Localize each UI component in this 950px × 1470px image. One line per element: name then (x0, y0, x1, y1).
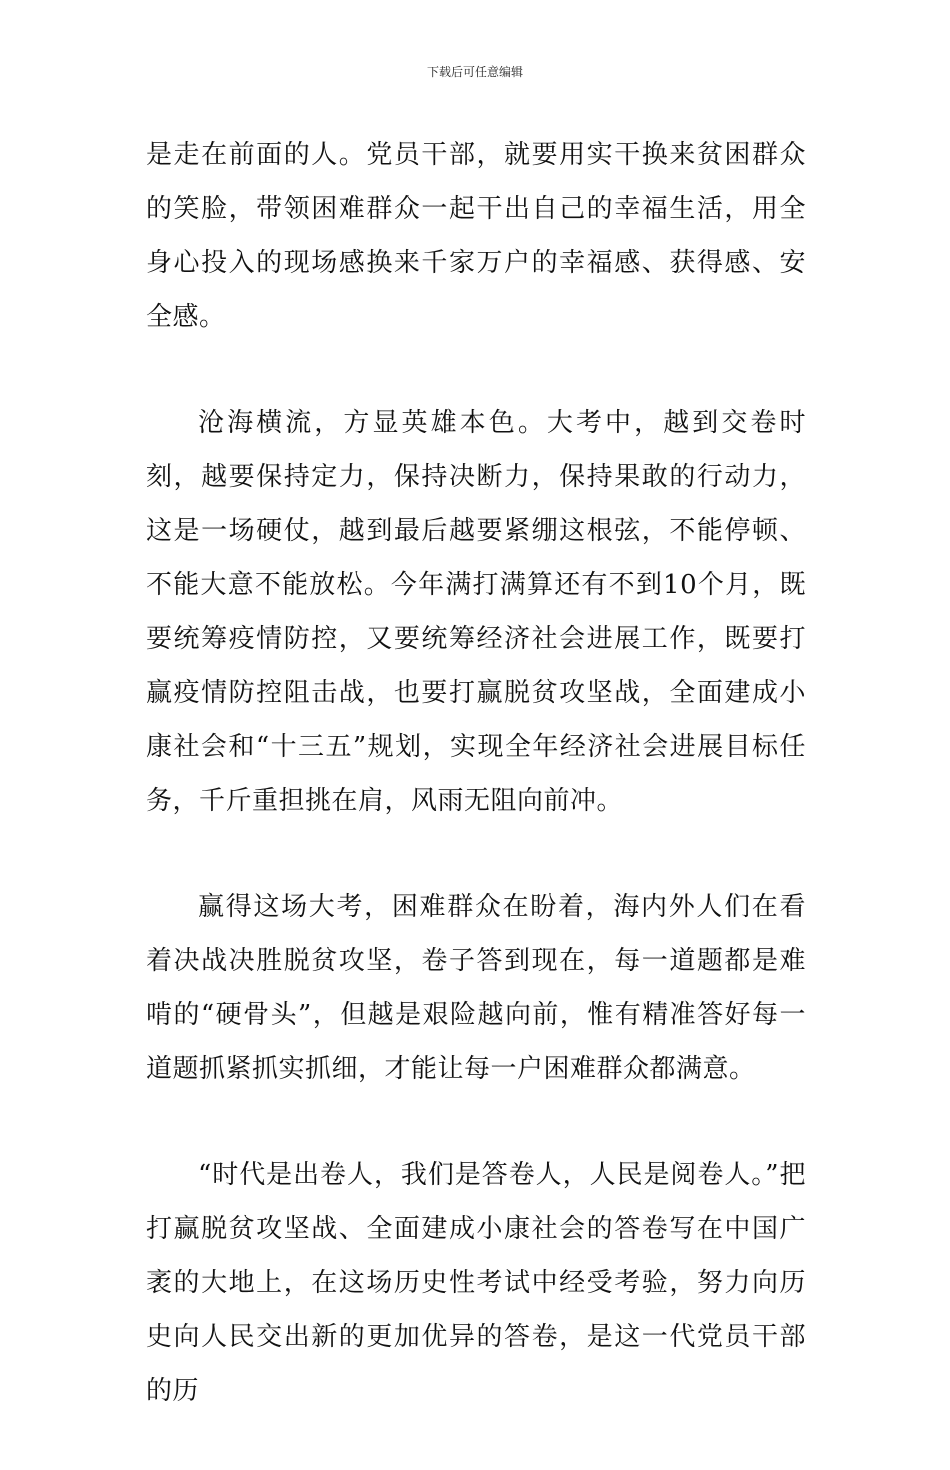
paragraph-1: 是走在前面的人。党员干部，就要用实干换来贫困群众的笑脸，带领困难群众一起干出自己的幸福生活，用全身心投入的现场感换来千家万户的幸福感、获得感、安全感。 (146, 140, 806, 332)
paragraph-4: “时代是出卷人，我们是答卷人，人民是阅卷人。”把打赢脱贫攻坚战、全面建成小康社会的答卷写在中国广袤的大地上，在这场历史性考试中经受考验，努力向历史向人民交出新的更加优异的答卷，是这一代党员干部的历 (146, 1160, 806, 1406)
paragraph-2: 沧海横流，方显英雄本色。大考中，越到交卷时刻，越要保持定力，保持决断力，保持果敢的行动力，这是一场硬仗，越到最后越要紧绷这根弦，不能停顿、不能大意不能放松。今年满打满算还有不到10个月，既要统筹疫情防控，又要统筹经济社会进展工作，既要打赢疫情防控阻击战，也要打赢脱贫攻坚战，全面建成小康社会和“十三五”规划，实现全年经济社会进展目标任务，千斤重担挑在肩，风雨无阻向前冲。 (146, 408, 806, 816)
paragraph-3: 赢得这场大考，困难群众在盼着，海内外人们在看着决战决胜脱贫攻坚，卷子答到现在，每一道题都是难啃的“硬骨头”，但越是艰险越向前，惟有精准答好每一道题抓紧抓实抓细，才能让每一户困难群众都满意。 (146, 892, 806, 1084)
page-header-note: 下载后可任意编辑 (426, 65, 523, 79)
document-body (146, 128, 806, 1470)
